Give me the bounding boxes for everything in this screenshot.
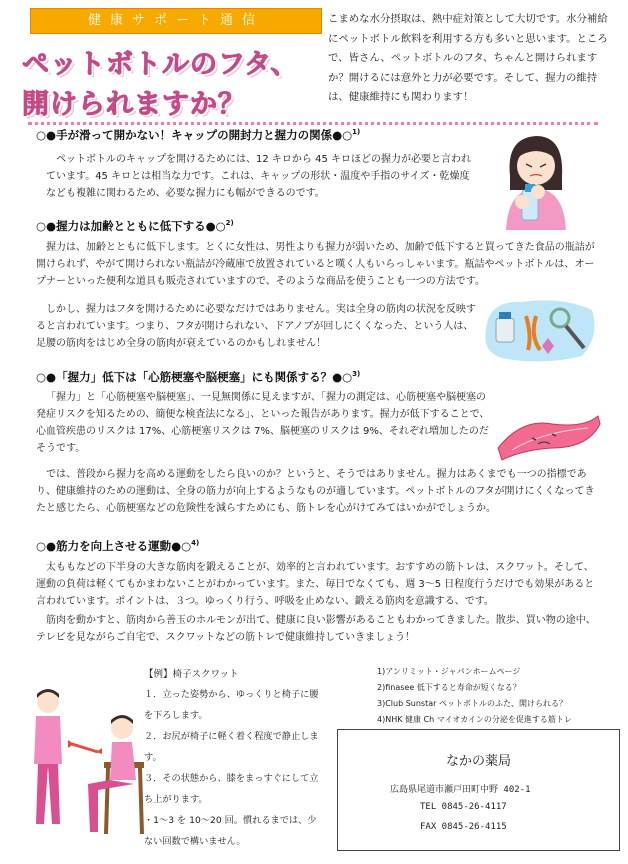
- pharmacy-fax: FAX 0845-26-4115: [420, 822, 507, 832]
- pharmacy-address: 広島県尾道市瀬戸田町中野 402-1: [390, 785, 531, 795]
- page-title-line1: ペットボトルのフタ、: [22, 49, 299, 80]
- reference-item: 3)Club Sunstar ペットボトルのふた、開けられる？: [377, 699, 567, 708]
- paragraph: 太ももなどの下半身の大きな筋肉を鍛えることが、効率的と言われています。おすすめの筋トレは、スクワット。そして、運動の負荷は軽くてもかまわないことがわかっています。また、毎日でなくても、週 3～5 日程度行うだけでも効果があると言われています。ポイントは、３つ。ゆっくり行う、呼吸を止めない、鍛える筋肉を意識する、です。: [36, 562, 595, 607]
- example-step-2: ２．お尻が椅子に軽く着く程度で静止します。: [144, 731, 319, 763]
- paragraph: 「握力」と「心筋梗塞や脳梗塞」、一見無関係に見えますが、「握力の測定は、心筋梗塞や脳梗塞の発症リスクを知るための、簡便な検査法になる」、といった報告があります。握力が低下することで、心血管疾患のリスクは 17%、心筋梗塞リスクは 7%、脳梗塞のリスクは 9%、それぞれ増加したのだそうです。: [36, 392, 490, 454]
- intro-paragraph: こまめな水分摂取は、熱中症対策として大切です。水分補給にペットボトル飲料を利用する方も多いと思います。ところで、皆さん、ペットボトルのフタ、ちゃんと開けられますか？開けるには意外と力が必要です。そして、握力の維持は、健康維持にも関わります！: [328, 13, 608, 103]
- section-body-1: [46, 151, 476, 202]
- squat-example: [144, 666, 324, 852]
- pharmacy-name: なかの薬局: [445, 754, 511, 769]
- section-heading-1: ○●手が滑って開かない！キャップの開封力と握力の関係●○$^{1)}$: [36, 128, 361, 142]
- section-body-4b: [36, 612, 600, 646]
- pharmacy-tel: TEL 0845-26-4117: [420, 802, 507, 812]
- paragraph: では、普段から握力を高める運動をしたら良いのか？というと、そうではありません。握力はあくまでも一つの指標であり、健康維持のための運動は、全身の筋力が向上するようなものが適しています。ペットボトルのフタが開けにくくなってきたと感じたら、心筋梗塞などの危険性を減らすためにも、筋トレを心がけてみてはいかがでしょうか。: [36, 469, 595, 514]
- paragraph: しかし、握力はフタを開けるために必要なだけではありません。実は全身の筋肉の状況を反映すると言われています。つまり、フタが開けられない、ドアノブが回しにくくなった、という人は、足腰の筋肉をはじめ全身の筋肉が衰えているのかもしれません！: [36, 304, 476, 349]
- paragraph: ペットボトルのキャップを開けるためには、12 キロから 45 キロほどの握力が必要と言われています。45 キロとは相当な力です。これは、キャップの形状・温度や手指のサイズ・乾燥度なども複雑に関わるため、必要な握力にも幅ができるのです。: [46, 154, 471, 199]
- references-list: [377, 664, 617, 728]
- paragraph: 筋肉を動かすと、筋肉から善玉のホルモンが出て、健康に良い影響があることもわかってきました。散歩、買い物の途中、テレビを見ながらご自宅で、スクワットなどの筋トレで健康維持していきましょう！: [36, 615, 596, 643]
- example-step-1: １．立った姿勢から、ゆっくりと椅子に腰を下ろします。: [144, 689, 319, 721]
- section-body-3b: [36, 466, 598, 517]
- newsletter-tag: 健康サポート通信: [30, 8, 322, 34]
- section-body-4a: [36, 559, 600, 610]
- woman-opening-bottle-illustration: [492, 130, 578, 230]
- example-step-4: ・1～3 を 10～20 回。慣れるまでは、少ない回数で構いません。: [144, 815, 317, 847]
- section-heading-3: ○●「握力」低下は「心筋梗塞や脳梗塞」にも関係する？●○$^{3)}$: [36, 370, 361, 384]
- pharmacy-info-box: [337, 729, 620, 851]
- example-title: 【例】椅子スクワット: [144, 669, 239, 680]
- section-heading-2: ○●握力は加齢とともに低下する●○$^{2)}$: [36, 219, 234, 233]
- chair-squat-illustration: [18, 684, 148, 844]
- muscle-illustration: [492, 408, 604, 464]
- reference-item: 4)NHK 健康 Ch マイオカインの分泌を促進する筋トレ: [377, 715, 572, 724]
- page-title-line2: 開けられますか？: [22, 89, 246, 120]
- section-body-3a: [36, 389, 492, 457]
- opener-tools-illustration: [482, 296, 600, 364]
- reference-item: 1)アンリミット・ジャパンホームページ: [377, 667, 521, 676]
- intro-text: [328, 10, 613, 108]
- section-heading-4: ○●筋力を向上させる運動●○$^{4)}$: [36, 539, 200, 553]
- paragraph: 握力は、加齢とともに低下します。とくに女性は、男性よりも握力が弱いため、加齢で低下すると買ってきた食品の瓶詰が開けられず、やがて開けられない瓶詰が冷蔵庫で放置されていると嘆く人もいらっしゃいます。瓶詰やペットボトルは、オープナーといった便利な道具も販売されていますので、そのような商品を使うことも一つの方法です。: [36, 242, 595, 287]
- section-body-2b: [36, 301, 476, 352]
- reference-item: 2)finasee 低下すると寿命が短くなる？: [377, 683, 521, 692]
- example-step-3: ３．その状態から、膝をまっすぐにして立ち上がります。: [144, 773, 319, 805]
- section-body-2a: [36, 239, 598, 290]
- dotted-divider: [28, 122, 598, 125]
